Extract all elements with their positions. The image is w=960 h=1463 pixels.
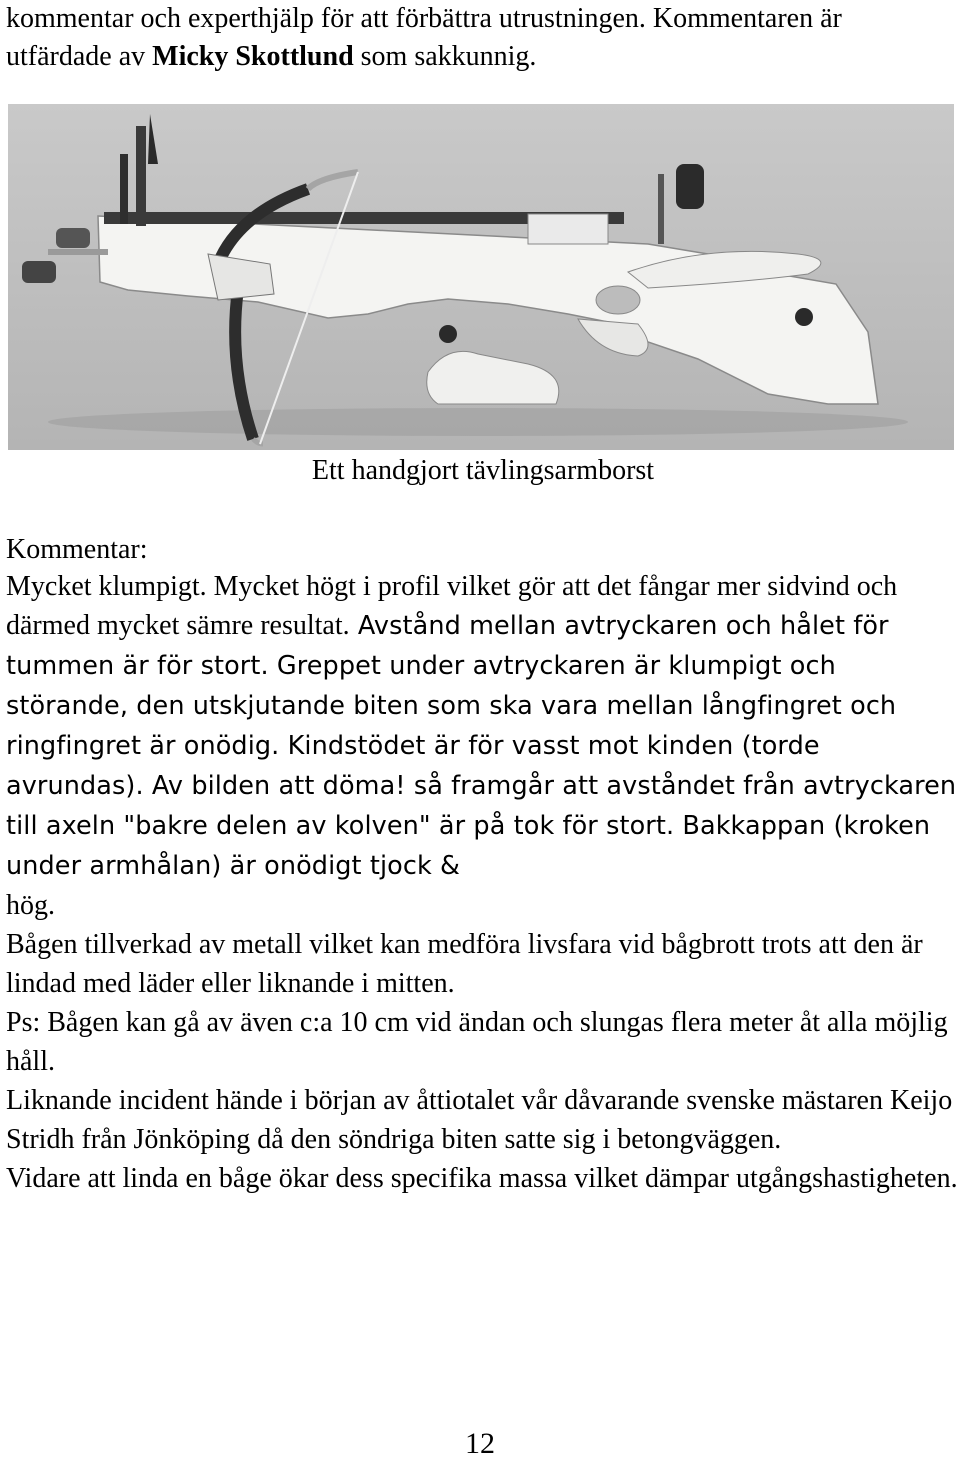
- crossbow-photo: [8, 104, 954, 450]
- comment-body: [6, 567, 958, 1198]
- intro-line-2-pre: utfärdade av: [6, 41, 153, 72]
- intro-line-2-post: som sakkunnig.: [353, 41, 537, 72]
- comment-p1-serif: Mycket klumpigt. Mycket högt i profil vilket gör att det fångar mer sidvind och därmed mycket sämre resultat.: [6, 571, 898, 641]
- comment-paragraph-3: Ps: Bågen kan gå av även c:a 10 cm vid ändan och slungas flera meter åt alla möjlig håll.: [6, 1007, 948, 1077]
- comment-p1-end: hög.: [6, 890, 55, 921]
- intro-paragraph: [6, 0, 956, 76]
- intro-line-1: kommentar och experthjälp för att förbättra utrustningen. Kommentaren är: [6, 3, 842, 34]
- comment-paragraph-1: [6, 567, 958, 925]
- comment-paragraph-2: Bågen tillverkad av metall vilket kan medföra livsfara vid bågbrott trots att den är lindad med läder eller liknande i mitten.: [6, 929, 923, 999]
- comment-paragraph-4: Liknande incident hände i början av åttiotalet vår dåvarande svenske mästaren Keijo Stridh från Jönköping då den söndriga biten satte sig i betongväggen.: [6, 1085, 953, 1155]
- page-number: 12: [465, 1427, 495, 1460]
- comment-p1-sans: Avstånd mellan avtryckaren och hålet för tummen är för stort. Greppet under avtryckaren är klumpigt och störande, den utskjutande biten som ska vara mellan långfingret och ringfingret är onödig. Kindstödet är för vasst mot kinden (torde avrundas). Av bilden att döma! så framgår att avståndet från avtryckaren till axeln "bakre delen av kolven" är på tok för stort. Bakkappan (kroken under armhålan) är onödigt tjock &: [6, 611, 957, 881]
- comment-paragraph-5: Vidare att linda en båge ökar dess specifika massa vilket dämpar utgångshastigheten.: [6, 1163, 958, 1194]
- expert-name: Micky Skottlund: [152, 41, 354, 72]
- comment-heading: Kommentar:: [6, 534, 148, 565]
- photo-caption: Ett handgjort tävlingsarmborst: [311, 455, 655, 486]
